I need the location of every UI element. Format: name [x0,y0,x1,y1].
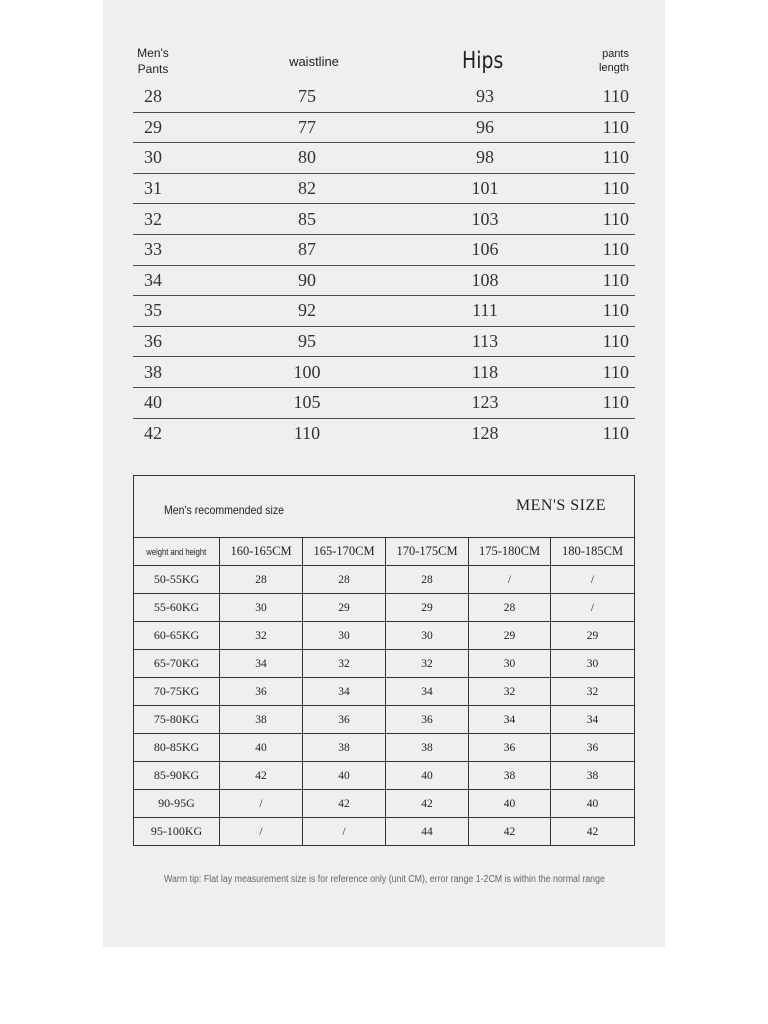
weight-label: 50-55KG [134,566,220,594]
size-value: / [303,818,386,845]
size-cell: 33 [144,239,162,260]
size-value: / [220,818,303,845]
table-row [133,82,635,113]
size-value: 34 [220,650,303,678]
weight-label: 65-70KG [134,650,220,678]
waist-cell: 77 [298,116,316,137]
size-cell: 30 [144,147,162,168]
size-value: 34 [303,678,386,706]
table-row [133,143,635,174]
length-cell: 110 [602,208,629,229]
size-value: 42 [586,825,599,838]
length-cell: 110 [602,178,629,199]
length-cell: 110 [602,86,629,107]
size-cell: 31 [144,178,162,199]
size-value: 30 [551,650,634,678]
size-value: 40 [469,790,551,818]
pants-size-table [133,40,635,448]
weight-label: 90-95G [134,790,220,818]
hips-cell: 93 [476,86,494,107]
height-header: 165-170CM [303,538,386,566]
length-cell: 110 [602,361,629,382]
size-value: 28 [303,566,386,594]
length-cell: 110 [602,422,629,443]
size-value: 30 [386,622,469,650]
height-header: 180-185CM [551,538,634,566]
table-row [133,266,635,297]
size-value: 34 [551,706,634,734]
size-value: 36 [469,734,551,762]
size-value: 29 [469,622,551,650]
recommended-size-table [133,475,635,846]
size-value: 40 [303,762,386,790]
waist-cell: 105 [293,392,321,413]
hips-cell: 108 [471,269,499,290]
size-cell: 29 [144,116,162,137]
size-value: 38 [551,762,634,790]
waist-cell: 100 [293,361,321,382]
size-value: 36 [386,706,469,734]
header-hips: Hips [462,48,504,74]
length-cell: 110 [602,116,629,137]
hips-cell: 106 [471,239,499,260]
size-value: 40 [551,790,634,818]
size-value: 44 [386,818,469,845]
hips-cell: 96 [476,116,494,137]
size-value: 40 [220,734,303,762]
size-value: 32 [551,678,634,706]
size-value: 28 [386,566,469,594]
table-row [133,235,635,266]
waist-cell: 87 [298,239,316,260]
size-value: / [551,566,634,594]
length-cell: 110 [602,239,629,260]
length-cell: 110 [602,300,629,321]
weight-label: 80-85KG [134,734,220,762]
size-cell: 28 [144,86,162,107]
size-value: / [220,790,303,818]
table-row [133,388,635,419]
size-cell: 38 [144,361,162,382]
size-value: 29 [303,594,386,622]
height-header: 170-175CM [386,538,469,566]
length-cell: 110 [602,392,629,413]
waist-cell: 82 [298,178,316,199]
size-value: 36 [303,706,386,734]
table-row [133,174,635,205]
hips-cell: 111 [472,300,498,321]
size-value: 29 [551,622,634,650]
hips-cell: 128 [471,422,499,443]
hips-cell: 113 [471,331,499,352]
waist-cell: 110 [293,422,321,443]
size-chart-panel [103,0,665,947]
table-row [133,204,635,235]
size-cell: 35 [144,300,162,321]
height-header: 175-180CM [469,538,551,566]
size-value: 34 [469,706,551,734]
waist-cell: 92 [298,300,316,321]
size-table-body [133,82,635,448]
size-value: 38 [386,734,469,762]
length-cell: 110 [602,331,629,352]
hips-cell: 101 [471,178,499,199]
weight-height-corner: weight and height [134,538,220,566]
table-row [133,357,635,388]
size-value: 28 [469,594,551,622]
size-value: 38 [469,762,551,790]
recommended-title: Men's recommended size [164,503,284,517]
waist-cell: 90 [298,269,316,290]
waist-cell: 80 [298,147,316,168]
waist-cell: 85 [298,208,316,229]
size-cell: 42 [144,422,162,443]
header-waistline: waistline [289,53,339,69]
waist-cell: 75 [298,86,316,107]
header-pants-length: pants length [599,48,629,74]
size-value: 42 [386,790,469,818]
weight-label: 75-80KG [134,706,220,734]
weight-label: 60-65KG [134,622,220,650]
size-value: 38 [220,706,303,734]
table-row [133,113,635,144]
size-cell: 34 [144,269,162,290]
weight-label: 55-60KG [134,594,220,622]
hips-cell: 123 [471,392,499,413]
recommended-grid [134,538,634,845]
size-value: 29 [386,594,469,622]
size-value: / [551,594,634,622]
size-cell: 36 [144,331,162,352]
recommended-title-bar [134,476,634,538]
size-value: 38 [303,734,386,762]
size-value: 42 [469,818,551,845]
size-value: / [469,566,551,594]
weight-label: 85-90KG [134,762,220,790]
size-value: 40 [386,762,469,790]
length-cell: 110 [602,147,629,168]
hips-cell: 118 [471,361,499,382]
size-value: 34 [386,678,469,706]
length-cell: 110 [602,269,629,290]
weight-label: 95-100KG [134,818,220,845]
size-value: 30 [303,622,386,650]
size-table-header [133,40,635,82]
warm-tip: Warm tip: Flat lay measurement size is for reference only (unit CM), error range 1-2CM is within the normal range [163,874,605,885]
size-cell: 40 [144,392,162,413]
size-value: 28 [220,566,303,594]
hips-cell: 103 [471,208,499,229]
size-value: 42 [220,762,303,790]
waist-cell: 95 [298,331,316,352]
size-value: 36 [220,678,303,706]
size-cell: 32 [144,208,162,229]
size-value: 32 [303,650,386,678]
size-value: 32 [469,678,551,706]
size-value: 36 [551,734,634,762]
size-value: 42 [303,790,386,818]
mens-size-label: MEN'S SIZE [515,497,606,514]
size-value: 30 [220,594,303,622]
weight-label: 70-75KG [134,678,220,706]
table-row [133,419,635,449]
size-value: 30 [469,650,551,678]
size-value: 32 [386,650,469,678]
header-size: Men's Pants [137,46,169,76]
table-row [133,327,635,358]
height-header: 160-165CM [220,538,303,566]
size-value: 32 [220,622,303,650]
hips-cell: 98 [476,147,494,168]
table-row [133,296,635,327]
